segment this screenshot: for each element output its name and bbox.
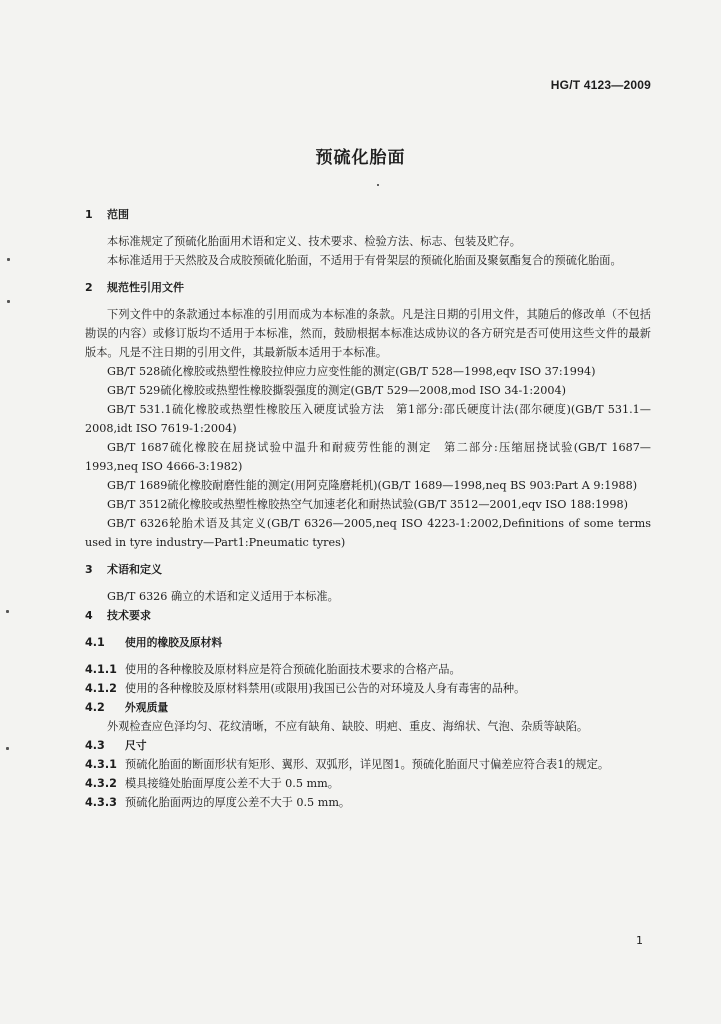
reference-text: 硫化橡胶或热塑性橡胶撕裂强度的测定(GB/T 529—2008,mod ISO 34-1:2004) xyxy=(160,384,566,397)
page-number: 1 xyxy=(636,934,643,947)
clause-text: 预硫化胎面两边的厚度公差不大于 0.5 mm。 xyxy=(125,796,351,809)
subsection-heading xyxy=(85,698,651,717)
paragraph: GB/T 6326 确立的术语和定义适用于本标准。 xyxy=(107,590,339,603)
paragraph: 外观检查应色泽均匀、花纹清晰，不应有缺角、缺胶、明疤、重皮、海绵状、气泡、杂质等缺陷。 xyxy=(107,720,589,733)
reference-item xyxy=(85,438,651,476)
section-number: 3 xyxy=(85,563,93,576)
paragraph: 下列文件中的条款通过本标准的引用而成为本标准的条款。凡是注日期的引用文件，其随后的修改单（不包括勘误的内容）或修订版均不适用于本标准，然而，鼓励根据本标准达成协议的各方研究是否可使用这些文件的最新版本。凡是不注日期的引用文件，其最新版本适用于本标准。 xyxy=(85,308,651,359)
section-number: 1 xyxy=(85,208,93,221)
clause-text: 预硫化胎面的断面形状有矩形、翼形、双弧形，详见图1。预硫化胎面尺寸偏差应符合表1的规定。 xyxy=(125,758,610,771)
reference-text: 硫化橡胶或热塑性橡胶压入硬度试验方法 第1部分:邵氏硬度计法(邵尔硬度)(GB/T 531.1—2008,idt ISO 7619-1:2004) xyxy=(85,403,651,435)
clause-text: 使用的各种橡胶及原材料禁用(或限用)我国已公告的对环境及人身有毒害的品种。 xyxy=(125,682,526,695)
reference-item xyxy=(85,476,651,495)
subsection-number: 4.3 xyxy=(85,739,105,752)
section-title: 范围 xyxy=(107,208,129,221)
clause-number: 4.3.2 xyxy=(85,777,117,790)
reference-code: GB/T 529 xyxy=(107,384,161,397)
reference-code: GB/T 3512 xyxy=(107,498,168,511)
clause-number: 4.3.1 xyxy=(85,758,117,771)
scan-speck xyxy=(7,258,10,261)
reference-code: GB/T 531.1 xyxy=(107,403,172,416)
section-heading xyxy=(85,205,651,224)
section-heading xyxy=(85,606,651,625)
standard-number: HG/T 4123—2009 xyxy=(550,78,651,92)
clause xyxy=(85,793,651,812)
reference-code: GB/T 528 xyxy=(107,365,161,378)
document-title: 预硫化胎面 xyxy=(315,148,406,168)
subsection-title: 外观质量 xyxy=(125,701,169,714)
reference-item xyxy=(85,514,651,552)
reference-text: 硫化橡胶在屈挠试验中温升和耐疲劳性能的测定 第二部分:压缩屈挠试验(GB/T 1687—1993,neq ISO 4666-3:1982) xyxy=(85,441,651,473)
clause-number: 4.3.3 xyxy=(85,796,117,809)
section-number: 4 xyxy=(85,609,93,622)
clause-number: 4.1.1 xyxy=(85,663,117,676)
reference-code: GB/T 1687 xyxy=(107,441,169,454)
section-title: 术语和定义 xyxy=(107,563,162,576)
clause-number: 4.1.2 xyxy=(85,682,117,695)
reference-item xyxy=(85,362,651,381)
section-title: 技术要求 xyxy=(107,609,151,622)
reference-item xyxy=(85,381,651,400)
scan-speck xyxy=(6,747,9,750)
scan-speck xyxy=(6,610,9,613)
section-heading xyxy=(85,278,651,297)
reference-item xyxy=(85,495,651,514)
reference-text: 硫化橡胶或热塑性橡胶热空气加速老化和耐热试验(GB/T 3512—2001,eqv ISO 188:1998) xyxy=(167,498,628,511)
subsection-number: 4.2 xyxy=(85,701,105,714)
reference-text: 轮胎术语及其定义(GB/T 6326—2005,neq ISO 4223-1:2002,Definitions of some terms used in tyre industry—Part1:Pneumatic tyres) xyxy=(85,517,651,549)
section-heading xyxy=(85,560,651,579)
subsection-title: 尺寸 xyxy=(125,739,147,752)
clause-text: 模具接缝处胎面厚度公差不大于 0.5 mm。 xyxy=(125,777,339,790)
paragraph: 本标准适用于天然胶及合成胶预硫化胎面，不适用于有骨架层的预硫化胎面及聚氨酯复合的预硫化胎面。 xyxy=(107,254,622,267)
clause-text: 使用的各种橡胶及原材料应是符合预硫化胎面技术要求的合格产品。 xyxy=(125,663,461,676)
document-body xyxy=(85,205,651,812)
scan-dot xyxy=(377,184,379,186)
section-title: 规范性引用文件 xyxy=(107,281,184,294)
clause xyxy=(85,660,651,679)
reference-text: 硫化橡胶或热塑性橡胶拉伸应力应变性能的测定(GB/T 528—1998,eqv ISO 37:1994) xyxy=(160,365,596,378)
reference-item xyxy=(85,400,651,438)
reference-code: GB/T 6326 xyxy=(107,517,169,530)
scan-speck xyxy=(7,300,10,303)
clause xyxy=(85,755,651,774)
clause xyxy=(85,679,651,698)
subsection-title: 使用的橡胶及原材料 xyxy=(125,636,223,649)
reference-code: GB/T 1689 xyxy=(107,479,168,492)
subsection-number: 4.1 xyxy=(85,636,105,649)
reference-text: 硫化橡胶耐磨性能的测定(用阿克隆磨耗机)(GB/T 1689—1998,neq BS 903:Part A 9:1988) xyxy=(167,479,638,492)
subsection-heading xyxy=(85,736,651,755)
subsection-heading xyxy=(85,633,651,652)
clause xyxy=(85,774,651,793)
section-number: 2 xyxy=(85,281,93,294)
paragraph: 本标准规定了预硫化胎面用术语和定义、技术要求、检验方法、标志、包装及贮存。 xyxy=(107,235,521,248)
